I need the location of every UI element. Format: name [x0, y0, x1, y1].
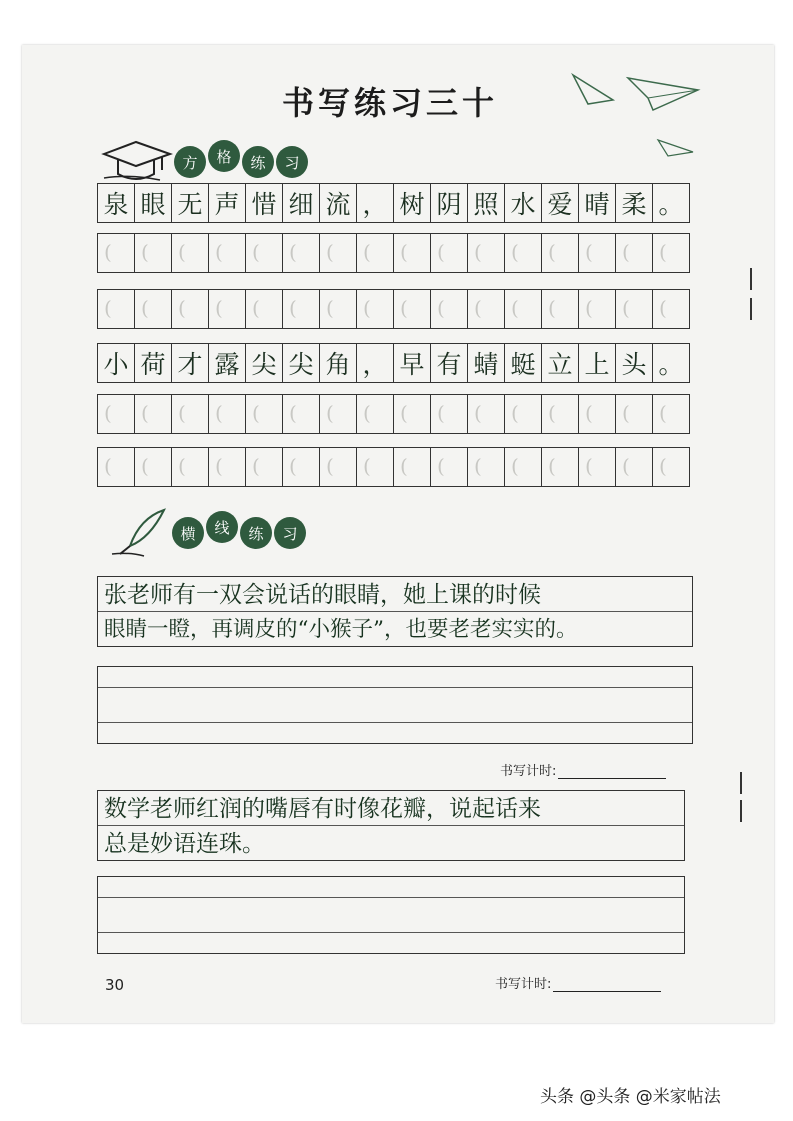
grid-cell-char: ，: [357, 344, 394, 382]
edge-mark: [740, 800, 742, 822]
grid-cell-blank[interactable]: [579, 234, 616, 272]
grid-cell-blank[interactable]: [172, 395, 209, 433]
grid-row-blank[interactable]: [97, 447, 690, 487]
grid-cell-char: 荷: [135, 344, 172, 382]
grid-cell-blank[interactable]: [98, 290, 135, 328]
practice-line[interactable]: [98, 898, 684, 933]
grid-cell-blank[interactable]: [616, 234, 653, 272]
grid-cell-blank[interactable]: [246, 234, 283, 272]
quill-feather-icon: [110, 508, 172, 558]
grid-cell-blank[interactable]: [505, 448, 542, 486]
grid-row-blank[interactable]: [97, 394, 690, 434]
heading-char: 方: [174, 146, 206, 178]
grid-row-poem-line-2: [97, 343, 690, 383]
passage-line: 数学老师红润的嘴唇有时像花瓣，说起话来: [98, 791, 684, 826]
practice-line[interactable]: [98, 933, 684, 953]
practice-lines-1[interactable]: [97, 666, 693, 744]
grid-cell-char: 蜻: [468, 344, 505, 382]
grid-cell-blank[interactable]: [172, 234, 209, 272]
grid-cell-char: 晴: [579, 184, 616, 222]
grid-cell-blank[interactable]: [468, 290, 505, 328]
grid-cell-char: 眼: [135, 184, 172, 222]
grid-cell-blank[interactable]: [616, 448, 653, 486]
grid-cell-char: 泉: [98, 184, 135, 222]
passage-line: 张老师有一双会说话的眼睛，她上课的时候: [98, 577, 692, 612]
timer-label: 书写计时:: [500, 764, 557, 779]
grid-cell-blank[interactable]: [209, 290, 246, 328]
grid-cell-char: 柔: [616, 184, 653, 222]
grid-cell-blank[interactable]: [653, 395, 689, 433]
heading-char: 习: [274, 517, 306, 549]
grid-cell-blank[interactable]: [468, 448, 505, 486]
heading-char: 横: [172, 517, 204, 549]
timer-blank[interactable]: [553, 991, 661, 992]
practice-line[interactable]: [98, 667, 692, 688]
grid-cell-blank[interactable]: [320, 448, 357, 486]
edge-mark: [750, 268, 752, 290]
watermark-footer: 头条 @头条 @米家帖法: [540, 1087, 721, 1107]
grid-cell-char: 照: [468, 184, 505, 222]
grid-cell-char: 露: [209, 344, 246, 382]
grid-cell-blank[interactable]: [431, 290, 468, 328]
grid-cell-blank[interactable]: [431, 448, 468, 486]
grid-cell-blank[interactable]: [468, 234, 505, 272]
grid-cell-char: 。: [658, 350, 684, 379]
grid-cell-blank[interactable]: [283, 448, 320, 486]
grid-cell-blank[interactable]: [505, 395, 542, 433]
grid-cell-char: 水: [505, 184, 542, 222]
grid-cell-char: 蜓: [505, 344, 542, 382]
grid-cell-blank[interactable]: [135, 234, 172, 272]
grid-cell-blank[interactable]: [616, 290, 653, 328]
grid-cell-blank[interactable]: [653, 290, 689, 328]
section-badges: [174, 146, 308, 178]
grid-cell-char: 立: [542, 344, 579, 382]
grid-cell-blank[interactable]: [98, 234, 135, 272]
grid-cell-char: ，: [357, 184, 394, 222]
grid-cell-blank[interactable]: [542, 448, 579, 486]
passage-line: 总是妙语连珠。: [104, 831, 265, 857]
timer-blank[interactable]: [558, 778, 666, 779]
section-badges: [172, 517, 306, 549]
grid-cell-blank[interactable]: [505, 234, 542, 272]
grid-row-blank[interactable]: [97, 289, 690, 329]
grid-cell-blank[interactable]: [394, 448, 431, 486]
grid-cell-char: 上: [579, 344, 616, 382]
grid-cell-char: 尖: [283, 344, 320, 382]
grid-cell-blank[interactable]: [579, 448, 616, 486]
grid-cell-char: 才: [172, 344, 209, 382]
grid-cell-char: 细: [283, 184, 320, 222]
grid-cell-blank[interactable]: [542, 290, 579, 328]
section-heading-lines: [110, 508, 306, 558]
grid-cell-blank[interactable]: [357, 234, 394, 272]
grid-cell-blank[interactable]: [209, 448, 246, 486]
grid-cell-blank[interactable]: [172, 448, 209, 486]
grid-cell-blank[interactable]: [579, 395, 616, 433]
grid-cell-blank[interactable]: [468, 395, 505, 433]
grid-cell-blank[interactable]: [653, 234, 689, 272]
heading-char: 格: [208, 140, 240, 172]
page-title: 书写练习三十: [281, 84, 498, 122]
grid-cell-blank[interactable]: [135, 395, 172, 433]
edge-mark: [740, 772, 742, 794]
practice-line[interactable]: [98, 877, 684, 898]
grid-cell-blank[interactable]: [98, 395, 135, 433]
grid-cell-blank[interactable]: [246, 290, 283, 328]
grid-cell-char: 树: [394, 184, 431, 222]
grid-cell-blank[interactable]: [357, 290, 394, 328]
timer-label: 书写计时:: [495, 977, 552, 992]
grid-cell-char: 爱: [542, 184, 579, 222]
grid-cell-char: 。: [658, 190, 684, 219]
grid-cell-blank[interactable]: [542, 234, 579, 272]
grid-cell-blank[interactable]: [283, 290, 320, 328]
passage-line: 眼睛一瞪，再调皮的“小猴子”，也要老老实实的。: [104, 617, 578, 642]
grid-cell-blank[interactable]: [320, 234, 357, 272]
practice-line[interactable]: [98, 723, 692, 743]
grid-cell-blank[interactable]: [394, 290, 431, 328]
grid-row-blank[interactable]: [97, 233, 690, 273]
page-number: 30: [105, 976, 125, 994]
section-heading-grid: [100, 140, 308, 184]
graduation-cap-icon: [100, 140, 174, 184]
grid-cell-blank[interactable]: [283, 234, 320, 272]
grid-cell-char: 无: [172, 184, 209, 222]
grid-cell-char: 流: [320, 184, 357, 222]
grid-cell-char: 声: [209, 184, 246, 222]
paper-plane-icon: [568, 70, 708, 160]
heading-char: 线: [206, 511, 238, 543]
grid-cell-blank[interactable]: [135, 448, 172, 486]
heading-char: 练: [242, 146, 274, 178]
grid-cell-blank[interactable]: [431, 395, 468, 433]
heading-char: 练: [240, 517, 272, 549]
practice-lines-2[interactable]: [97, 876, 685, 954]
passage-2-box: [97, 790, 685, 861]
grid-cell-char: 有: [431, 344, 468, 382]
heading-char: 习: [276, 146, 308, 178]
grid-cell-char: 小: [98, 344, 135, 382]
grid-row-poem-line-1: [97, 183, 690, 223]
grid-cell-blank[interactable]: [172, 290, 209, 328]
grid-cell-char: 角: [320, 344, 357, 382]
grid-cell-char: 早: [394, 344, 431, 382]
edge-mark: [750, 298, 752, 320]
grid-cell-blank[interactable]: [209, 234, 246, 272]
grid-cell-blank[interactable]: [579, 290, 616, 328]
grid-cell-char: 头: [616, 344, 653, 382]
grid-cell-blank[interactable]: [246, 448, 283, 486]
grid-cell-blank[interactable]: [135, 290, 172, 328]
grid-cell-blank[interactable]: [431, 234, 468, 272]
practice-line[interactable]: [98, 688, 692, 723]
grid-cell-char: 惜: [246, 184, 283, 222]
grid-cell-blank[interactable]: [320, 290, 357, 328]
grid-cell-blank[interactable]: [357, 448, 394, 486]
grid-cell-blank[interactable]: [653, 448, 689, 486]
passage-1-box: [97, 576, 693, 647]
grid-cell-blank[interactable]: [246, 395, 283, 433]
writing-timer-2[interactable]: [495, 973, 661, 992]
grid-cell-blank[interactable]: [505, 290, 542, 328]
grid-cell-blank[interactable]: [616, 395, 653, 433]
grid-cell-blank[interactable]: [98, 448, 135, 486]
grid-cell-blank[interactable]: [320, 395, 357, 433]
grid-cell-blank[interactable]: [357, 395, 394, 433]
grid-cell-char: 阴: [431, 184, 468, 222]
grid-cell-blank[interactable]: [542, 395, 579, 433]
grid-cell-char: 尖: [246, 344, 283, 382]
grid-cell-blank[interactable]: [394, 234, 431, 272]
grid-cell-blank[interactable]: [394, 395, 431, 433]
writing-timer-1[interactable]: [500, 760, 666, 779]
grid-cell-blank[interactable]: [283, 395, 320, 433]
grid-cell-blank[interactable]: [209, 395, 246, 433]
